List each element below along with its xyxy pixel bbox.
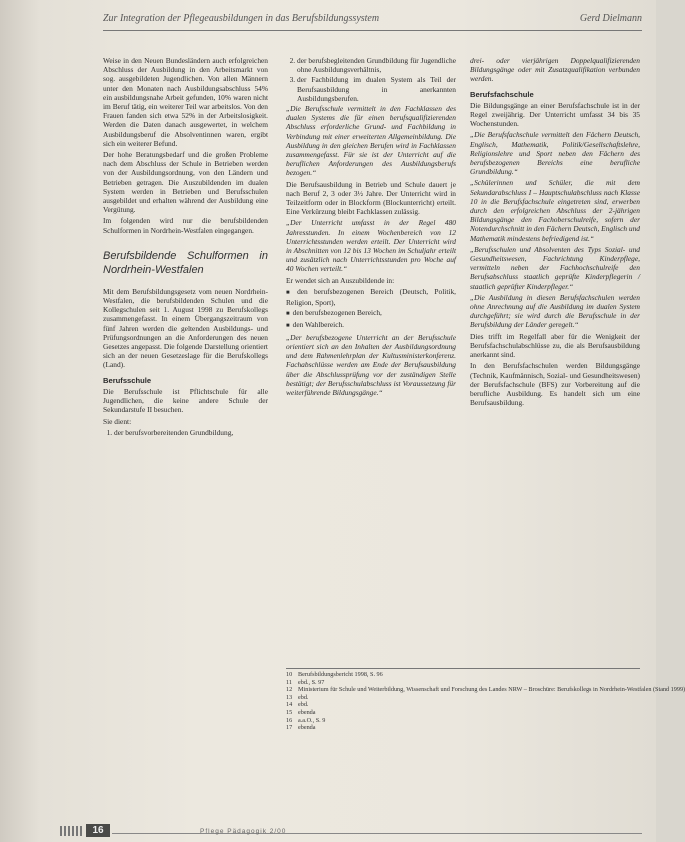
footnotes xyxy=(286,668,685,732)
bullet-item: ■ den Wahlbereich. xyxy=(286,320,456,331)
footnote xyxy=(286,671,640,679)
col1-paragraph: Der hohe Beratungsbedarf und die großen Probleme nach dem Abschluss der Schule in Betrieben werden von der Ausbildungsordnung, von den Ländern und Betrieben getragen. Die Auszubildenden im dualen System werden in Betrieben und Berufsschulen ausgebildet und erhalten während der Ausbildung eine Vergütung. xyxy=(103,150,268,215)
quote: „Berufsschulen und Absolventen des Typs Sozial- und Gesundheitswesen, Fachrichtung Kinderpflege, vermitteln neben der Fachhochschulreife den Berufsabschluss staatlich geprüfte Kinderpflegerin / staatlich geprüfter Kinderpfleger.“ xyxy=(470,244,640,291)
footnote-ref: 11 xyxy=(286,678,292,686)
footnote-text: ebd., S. 97 xyxy=(298,678,325,686)
subheading-berufsschule: Berufsschule xyxy=(103,375,152,385)
decorative-bar xyxy=(60,826,84,836)
footnote xyxy=(286,694,640,702)
footnote-ref: 14 xyxy=(286,701,293,709)
list-item: 1. der berufsvorbereitenden Grundbildung, xyxy=(114,428,268,437)
column-2 xyxy=(286,56,456,616)
journal-name: Pflege Pädagogik 2/00 xyxy=(200,828,287,835)
header-title: Zur Integration der Pflegeausbildungen in das Berufsbildungssystem xyxy=(103,13,380,24)
col1-paragraph: Weise in den Neuen Bundesländern auch erfolgreichen Abschluss der Ausbildung in den Arbeitsmarkt von sog. ausgebildeten Jugendlichen. Von allen Männern unter den Monaten nach Ausbildungsabschluss 54% ein ausbildungsnahe Arbeit gefunden, 10% waren nicht im Beruf tätig, ein weiterer Teil war arbeitslos. Von den Frauen fanden sich etwa 52% in der Arbeitslosigkeit. Werden die Daten danach ausgewertet, in welchem Ausbildungsberuf die Absolventinnen waren, ergibt sich ein weiterer Befund. xyxy=(103,56,268,148)
page-number: 16 xyxy=(86,824,110,837)
footnote-ref: 16 xyxy=(286,716,293,724)
list-item: 2. der berufsbegleitenden Grundbildung für Jugendliche ohne Ausbildungsverhältnis, xyxy=(297,56,456,74)
section-heading: Berufsbildende Schulformen in Nordrhein-Westfalen xyxy=(103,249,268,276)
quote: „Die Ausbildung in diesen Berufsfachschulen werden ohne Anrechnung auf die Ausbildung im dualen System durchgeführt; sie wird durch die Berufsschule in der Berufsbildung der Länder geregelt.“ xyxy=(470,292,640,330)
footnote xyxy=(286,686,685,694)
col1-list xyxy=(103,428,268,437)
col1-paragraph: Die Berufsschule ist Pflichtschule für alle Jugendlichen, die keine andere Schule der Sekundarstufe II besuchen. xyxy=(103,386,268,415)
footnote-ref: 12 xyxy=(286,686,293,694)
footnote-text: ebd. xyxy=(298,701,309,709)
quote: „Der berufsbezogene Unterricht an der Berufsschule orientiert sich an den Inhalten der Ausbildungsordnung und dem Rahmenlehrplan der Kultusministerkonferenz. Fachabschlüsse werden am Ende der Berufsausbildung über die Abschlussprüfung vor der zuständigen Stelle bestätigt; der Berufsschulabschluss ist Voraussetzung für weiterführende Bildungsgänge.“ xyxy=(286,332,456,397)
footnote-text: Ministerium für Schule und Weiterbildung, Wissenschaft und Forschung des Landes NRW – Broschüre: Berufskollegs in Nordrhein-Westfalen (Stand 1999) xyxy=(298,686,685,694)
subheading-berufsfachschule: Berufsfachschule xyxy=(470,89,534,99)
col3-paragraph: Die Bildungsgänge an einer Berufsfachschule ist in der Regel zweijährig. Der Unterricht umfasst 34 bis 35 Wochenstunden. xyxy=(470,100,640,129)
bullet-item: ■ den berufsbezogenen Bereich (Deutsch, Politik, Religion, Sport), xyxy=(286,287,456,307)
footnote-ref: 17 xyxy=(286,724,293,732)
col2-paragraph: Die Berufsausbildung in Betrieb und Schule dauert je nach Beruf 2, 3 oder 3½ Jahre. Der Unterricht wird in Teilzeitform oder in Blockform (Blockunterricht) erteilt. Eine Verkürzung bleibt Fachklassen zulässig. xyxy=(286,179,456,217)
col2-paragraph: Er wendet sich an Auszubildende in: xyxy=(286,275,395,285)
col1-paragraph: Sie dient: xyxy=(103,416,132,426)
col1-paragraph: Im folgenden wird nur die berufsbildenden Schulformen in Nordrhein-Westfalen eingegangen. xyxy=(103,216,268,235)
column-3 xyxy=(470,56,640,616)
col2-bullets xyxy=(286,287,456,332)
footnote-ref: 13 xyxy=(286,693,293,701)
running-header xyxy=(103,13,642,31)
footnote xyxy=(286,679,640,687)
footnote xyxy=(286,709,640,717)
quote: „Die Berufsschule vermittelt in den Fachklassen des dualen Systems die für einen berufsqualifizierenden Abschluss erforderliche Grund- und Fachbildung in Verbindung mit einer erweiterten Allgemeinbildung. Die Ausbildung in den gleichen Berufen wird in Fachklassen zusammengefasst. Für sie ist der Unterricht auf die beruflichen Anforderungen des Ausbildungsberufs bezogen.“ xyxy=(286,104,456,178)
footnote xyxy=(286,717,640,725)
page-footer xyxy=(0,820,656,842)
col3-paragraph: In den Berufsfachschulen werden Bildungsgänge (Technik, Kaufmännisch, Sozial- und Gesundheitswesen) der Berufsfachschule (BFS) zur Vorbereitung auf die berufliche Ausbildung. Es handelt sich um eine Berufsausbildung. xyxy=(470,361,640,408)
bullet-item: ■ den berufsbezogenen Bereich, xyxy=(286,308,456,319)
footnote-ref: 10 xyxy=(286,671,293,678)
footnote-text: a.a.O., S. 9 xyxy=(298,716,326,724)
footnote-text: ebenda xyxy=(298,724,316,732)
footnote xyxy=(286,701,640,709)
col1-paragraph: Mit dem Berufsbildungsgesetz vom neuen Nordrhein-Westfalen, die berufsbildenden Schulen und die Kollegschulen seit 1. August 1998 zu Berufskollegs zusammengefasst. In einem Übergangszeitraum von fünf Jahren werden die geltenden Ausbildungs- und Prüfungsordnungen an die Anforderungen des neuen Gesetzes angepasst. Die folgende Darstellung orientiert sich an der neuen Gesetzeslage für die Berufskollegs (Land). xyxy=(103,286,268,370)
column-1 xyxy=(103,56,268,776)
quote: „Schülerinnen und Schüler, die mit dem Sekundarabschluss I – Hauptschulabschluss nach Klasse 10 in die Berufsfachschule eingetreten sind, erwerben durch den erfolgreichen Abschluss der 2-jährigen Bildungsgänge den Fachoberschulreife, sofern der Notendurchschnitt in den Fächern Deutsch, Englisch und Mathematik mindestens befriedigend ist.“ xyxy=(470,178,640,243)
quote: „Der Unterricht umfasst in der Regel 480 Jahresstunden. In einem Wochenbereich von 12 Unterrichtsstunden werden erteilt. Der Unterricht wird in Abschnitten von 12 bis 13 Wochen im Schuljahr erteilt und zusätzlich nach Unterrichtsstunden pro Woche auf 40 Wochen verteilt.“ xyxy=(286,218,456,274)
col2-list xyxy=(286,56,456,103)
footnote-text: ebenda xyxy=(298,708,316,716)
col3-paragraph: Dies trifft im Regelfall aber für die Wenigkeit der Berufsfachschulabschlüsse zu, die als Berufsausbildung anerkannt sind. xyxy=(470,331,640,360)
footnote-text: ebd. xyxy=(298,693,309,701)
quote: „Die Berufsfachschule vermittelt den Fächern Deutsch, Englisch, Mathematik, Politik/Gesellschaftslehre, Religionslehre und Sport neben den Fächern des berufsbezogenen Bereichs eine berufliche Grundbildung.“ xyxy=(470,130,640,177)
footnote xyxy=(286,724,640,732)
footnote-ref: 15 xyxy=(286,708,293,716)
header-author: Gerd Dielmann xyxy=(579,13,642,24)
footnote-text: Berufsbildungsbericht 1998, S. 96 xyxy=(298,671,383,678)
quote: drei- oder vierjährigen Doppelqualifizierenden Bildungsgänge oder mit Zusatzqualifikation verbunden werden. xyxy=(470,56,640,84)
footer-rule xyxy=(112,833,642,834)
list-item: 3. der Fachbildung im dualen System als Teil der Berufsausbildung in anerkannten Ausbildungsberufen. xyxy=(297,75,456,103)
